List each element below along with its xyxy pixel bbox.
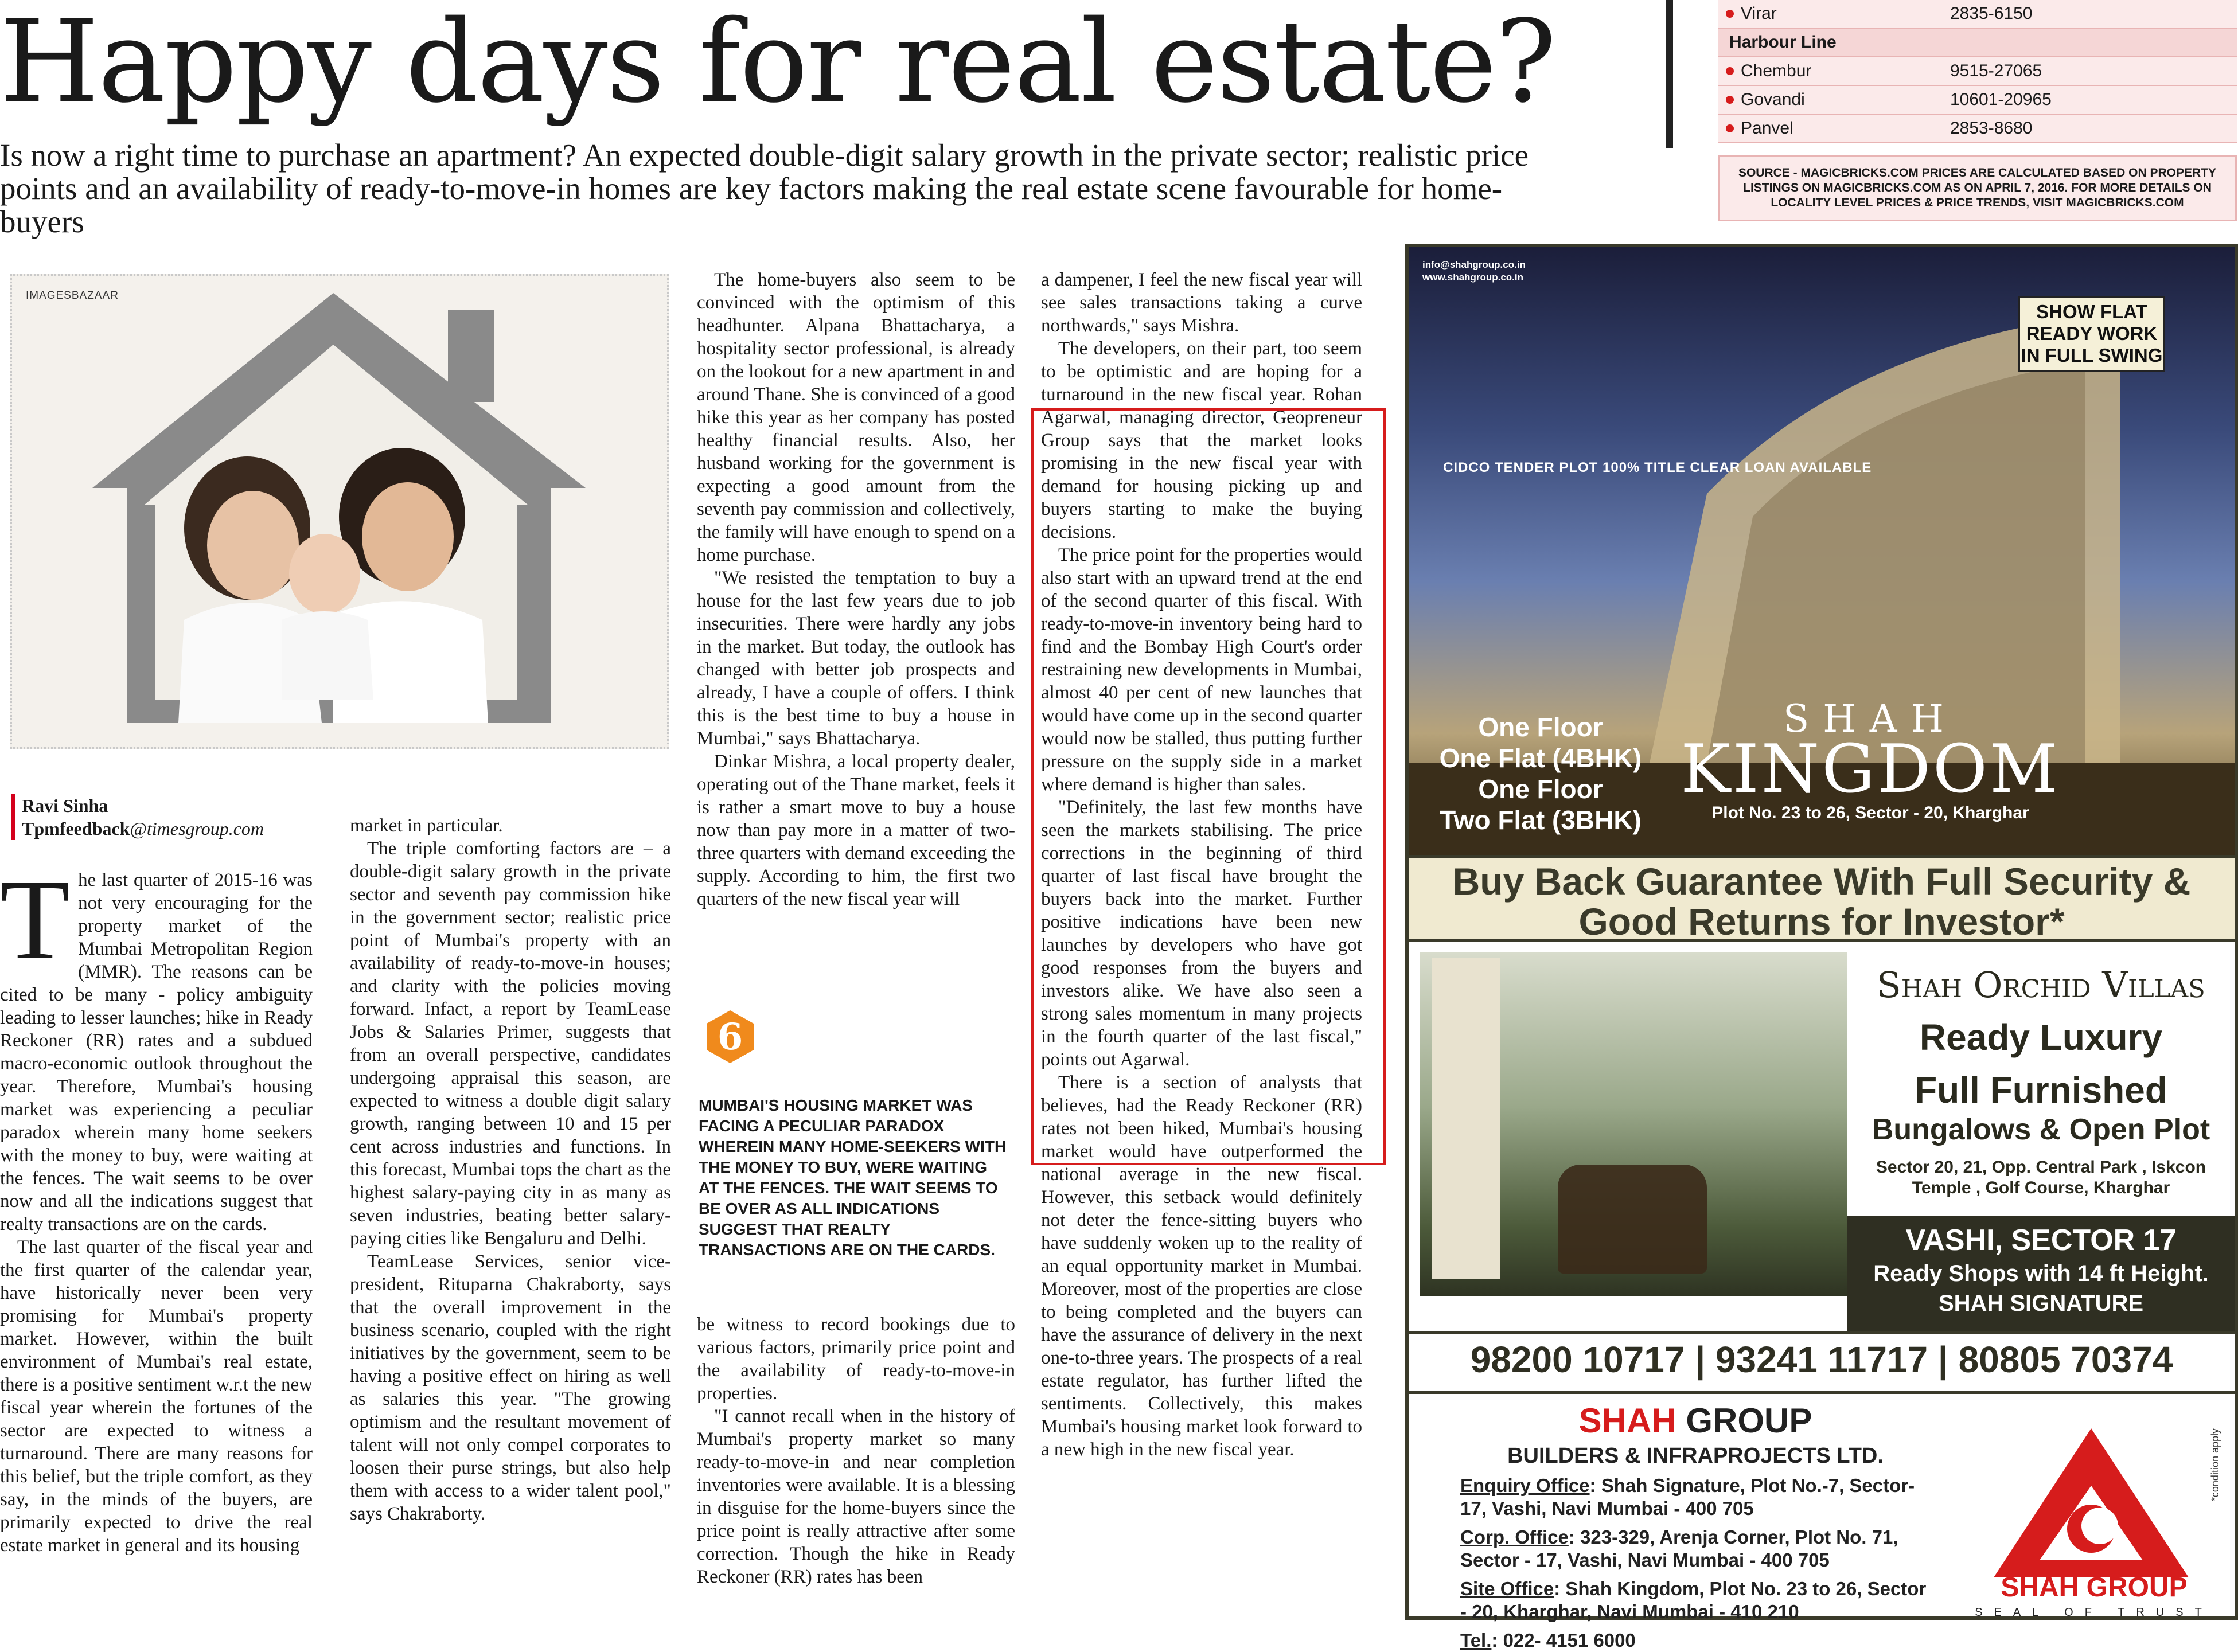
author-name: Ravi Sinha (22, 795, 108, 816)
villa-chair (1558, 1165, 1707, 1274)
shah-group-details: SHAH GROUP BUILDERS & INFRAPROJECTS LTD. Enquiry Office: Shah Signature, Plot No.-7, Sector-17, Vashi, Navi Mumbai - 400 705 Corp. Office: 323-329, Arenja Corner, Plot No. 71, Sector - 17, Vashi, Navi Mumbai - 400 705 Site Office: Shah Kingdom, Plot No. 23 to 26, Sector - 20, Kharghar, Navi Mumbai - 410 210 Tel.: 022- 4151 6000 (1460, 1401, 1927, 1651)
table-row-heading: Harbour Line (1718, 29, 2237, 57)
phone-numbers: 98200 10717 | 93241 11717 | 80805 70374 (1409, 1331, 2235, 1394)
article-photo (10, 274, 669, 749)
article-paragraph: The home-buyers also seem to be convinced with the optimism of this headhunter. Alpana Bhattacharya, a hospitality sector professional, is already on the lookout for a new apartment in and around Thane. She is convinced of a good hike this year as her company has posted healthy financial results. Also, her husband working for the government is expecting a good amount from the seventh pay commission and collectively, the family will have enough to spend on a home purchase. (697, 270, 1015, 565)
table-row: Chembur 9515-27065 (1718, 57, 2237, 86)
table-row: Virar 2835-6150 (1718, 0, 2237, 29)
article-paragraph: "We resisted the temptation to buy a house for the last few years due to job insecurities. There were hardly any jobs in the market. But today, the outlook has changed with better job prospects and already, I have a couple of offers. I think this is the best time to buy a house in Mumbai," says Bhattacharya. (697, 568, 1015, 749)
article-paragraph: The last quarter of the fiscal year and the first quarter of the calendar year, have historically never been very promising for Mumbai's property market. However, within the built environment of Mumbai's real estate, there is a positive sentiment w.r.t the new fiscal year wherein the fortunes of the sector are expected to witness a turnaround. There are many reasons for this belief, but the triple comfort, as they say, in the minds of the buyers, are primarily expected to drive the real estate market in general and its housing (0, 1237, 313, 1556)
bullet-icon (1726, 67, 1734, 75)
table-row: Govandi 10601-20965 (1718, 86, 2237, 115)
article-paragraph: Dinkar Mishra, a local property dealer, operating out of the Thane market, feels it is rather a smart move to buy a house now than pay more in a matter of two-three quarters with demand exceeding the supply. According to him, the first two quarters of the new fiscal year will (697, 751, 1015, 909)
article-paragraph: The last quarter of 2015-16 was not very encouraging for the property market of the Mumbai Metropolitan Region (MMR). The reasons can be cited to be many - policy ambiguity leading to lesser launches; hike in Ready Reckoner (RR) rates and a subdued macro-economic outlook throughout the year. Therefore, Mumbai's housing market was experiencing a peculiar paradox wherein many home seekers with the money to buy, were waiting at the fences. The wait seems to be over now and all the indications suggest that realty transactions are on the cards. (0, 857, 313, 1235)
article-paragraph: The price point for the properties would also start with an upward trend at the end of the second quarter of this fiscal. With ready-to-move-in inventory being hard to find and the Bombay High Court's order restraining new developments in Mumbai, almost 40 per cent of new launches that would have come up in the second quarter would now be stalled, thus putting further pressure on the supply side in a market where demand is higher than sales. (1041, 545, 1362, 795)
article-column-3 (697, 268, 1015, 911)
drop-cap: T (0, 857, 71, 983)
ad-contact: info@shahgroup.co.in www.shahgroup.co.in (1422, 259, 1526, 283)
table-source: SOURCE - MAGICBRICKS.COM PRICES ARE CALCULATED BASED ON PROPERTY LISTINGS ON MAGICBRICKS.COM AS ON APRIL 7, 2016. FOR MORE DETAILS ON LOCALITY LEVEL PRICES & PRICE TRENDS, VISIT MAGICBRICKS.COM (1718, 155, 2237, 221)
family-house-illustration (12, 276, 667, 747)
headline: Happy days for real estate? (0, 0, 1555, 128)
article-paragraph: The developers, on their part, too seem to be optimistic and are hoping for a turnaround in the new fiscal year. Rohan Agarwal, managing director, Geopreneur Group says that the market looks promising in the new fiscal year with demand for housing picking up and buyers starting to make the buying decisions. (1041, 338, 1362, 542)
article-paragraph: The triple comforting factors are – a double-digit salary growth in the private sector and seventh pay commission hike in the government sector; realistic price point of Mumbai's property with an availability of ready-to-move-in houses; and clarity with the policies moving forward. Infact, a report by TeamLease Jobs & Salaries Primer, suggests that from an overall perspective, candidates undergoing appraisal this season, are expected to witness a double digit salary growth, ranging between 10 and 15 per cent across industries and functions. In this forecast, Mumbai tops the chart as the highest salary-paying city in as many as seven industries, beating better salary-paying cities like Bengaluru and Delhi. (350, 838, 671, 1249)
price-table (1718, 0, 2237, 221)
article-paragraph: a dampener, I feel the new fiscal year will see sales transactions taking a curve northwards," says Mishra. (1041, 270, 1362, 336)
orchid-villas: Shah Orchid Villas Ready Luxury Full Furnished Bungalows & Open Plot Sector 20, 21, Opp. Central Park , Iskcon Temple , Golf Course, Kharghar (1847, 952, 2235, 1296)
article-paragraph: be witness to record bookings due to various factors, primarily price point and the availability of ready-to-move-in properties. (697, 1314, 1015, 1404)
svg-text:6: 6 (717, 1016, 743, 1059)
byline (11, 794, 264, 840)
logo-tagline: SEAL OF TRUST (1975, 1606, 2213, 1619)
article-paragraph: There is a section of analysts that believes, had the Ready Reckoner (RR) rates not been hiked, Mumbai's housing market would have outperformed the national average in the new fiscal. However, this setback would definitely not deter the fence-sitting buyers who have suddenly woken up to the reality of an equal opportunity market in Mumbai. Moreover, most of the properties are close to being completed and the buyers can have the assurance of delivery in the next one-to-three years. The prospects of a real estate regulator, has further lifted the sentiments. Collectively, this makes Mumbai's housing market look forward to a new high in the new fiscal year. (1041, 1072, 1362, 1460)
article-paragraph: TeamLease Services, senior vice-president, Rituparna Chakraborty, says that the overall improvement in the business scenario, coupled with the right initiatives by the government, seem to be having a positive effect on hiring as well as salaries this year. "The growing optimism and the resultant movement of talent will not only compel corporates to loosen their purse strings, but also help them with access to a wider talent pool," says Chakraborty. (350, 1251, 671, 1524)
pull-quote: MUMBAI'S HOUSING MARKET WAS FACING A PECULIAR PARADOX WHEREIN MANY HOME-SEEKERS WITH THE MONEY TO BUY, WERE WAITING AT THE FENCES. THE WAIT SEEMS TO BE OVER AS ALL INDICATIONS SUGGEST THAT REALTY TRANSACTIONS ARE ON THE CARDS. (699, 1096, 1007, 1259)
divider-bar (1666, 0, 1673, 148)
buyback-banner: Buy Back Guarantee With Full Security & Good Returns for Investor* (1409, 855, 2235, 942)
floor-options: One Floor One Flat (4BHK) One Floor Two Flat (3BHK) (1439, 712, 1642, 835)
shah-kingdom-logo: SHAH KINGDOM Plot No. 23 to 26, Sector - 20, Kharghar (1681, 697, 2060, 822)
villa-pillar (1432, 958, 1500, 1279)
condition-note: *condition apply (2209, 1428, 2221, 1502)
quote-icon (707, 1010, 754, 1063)
bullet-icon (1726, 10, 1734, 18)
article-column-3b (697, 1313, 1015, 1588)
article-paragraph: market in particular. (350, 815, 503, 836)
bullet-icon (1726, 124, 1734, 132)
article-column-2 (350, 814, 671, 1525)
standfirst: Is now a right time to purchase an apartment? An expected double-digit salary growth in the private sector; realistic price points and an availability of ready-to-move-in homes are key factors making the real estate scene favourable for home-buyers (0, 138, 1529, 239)
article-column-1 (0, 857, 313, 1557)
table-row: Panvel 2853-8680 (1718, 115, 2237, 143)
article-paragraph: "Definitely, the last few months have seen the markets stabilising. The price corrections in the beginning of third quarter of last fiscal have brought the buyers back into the market. Further positive indications have been new launches by developers who have got good responses from the buyers and investors alike. We have also seen a strong sales momentum in many projects in the fourth quarter of the last fiscal," points out Agarwal. (1041, 797, 1362, 1070)
bullet-icon (1726, 96, 1734, 104)
show-flat-badge: SHOW FLAT READY WORK IN FULL SWING (2018, 296, 2165, 372)
highlight-box (1031, 408, 1386, 1165)
vashi-panel: VASHI, SECTOR 17 Ready Shops with 14 ft Height. SHAH SIGNATURE (1847, 1216, 2235, 1331)
article-paragraph: "I cannot recall when in the history of Mumbai's property market so many ready-to-move-in and near completion inventories were available. It is a blessing in disguise for the home-buyers since the price point is really attractive after some correction. Though the hike in Ready Reckoner (RR) rates has been (697, 1406, 1015, 1587)
cidco-note: CIDCO TENDER PLOT 100% TITLE CLEAR LOAN AVAILABLE (1443, 460, 1872, 475)
logo-name: SHAH GROUP (2001, 1572, 2188, 1603)
author-email: Tpmfeedback@timesgroup.com (22, 818, 264, 839)
shah-group-advertisement (1405, 244, 2238, 1651)
photo-credit: IMAGESBAZAAR (26, 290, 119, 302)
